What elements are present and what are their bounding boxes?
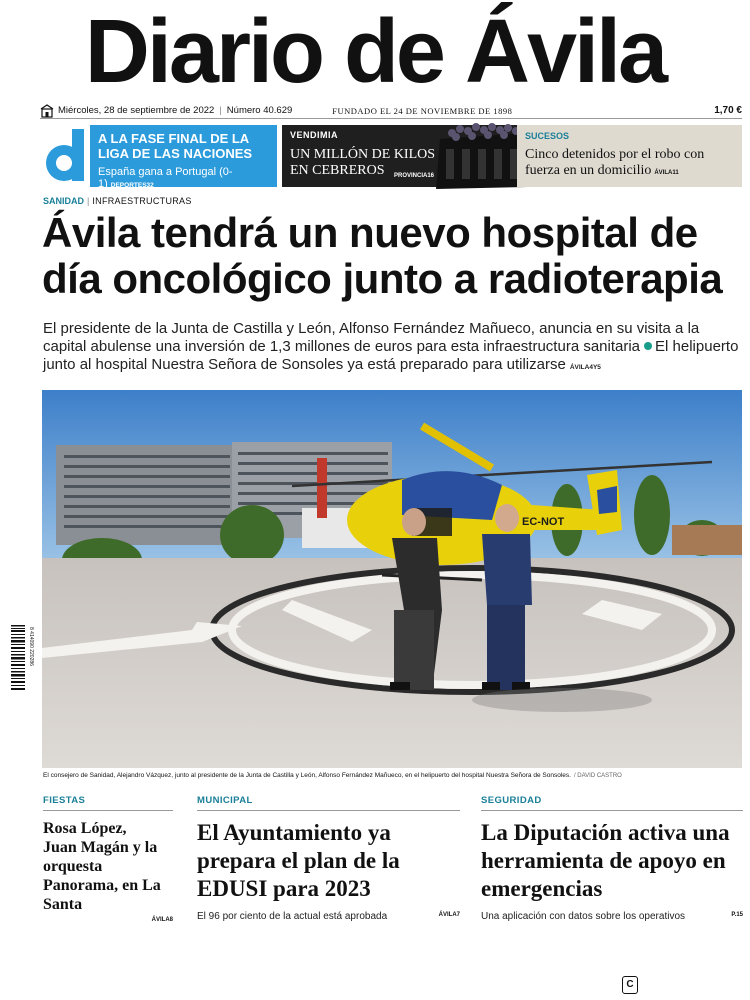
footer-badge: C bbox=[622, 976, 638, 994]
founded-date: FUNDADO EL 24 DE NOVIEMBRE DE 1898 bbox=[332, 105, 513, 116]
bullet-dot-icon bbox=[644, 342, 652, 350]
story-municipal-sub: El 96 por ciento de la actual está aprobada bbox=[197, 911, 388, 922]
story-municipal[interactable] bbox=[197, 795, 460, 922]
main-deck-part2: El helipuerto junto al hospital Nuestra Señora de Sonsoles ya está preparado para utilizarse bbox=[43, 338, 739, 373]
helicopter-registration: EC-NOT bbox=[522, 516, 565, 528]
main-deck bbox=[43, 320, 743, 377]
teaser-sucesos-kicker: SUCESOS bbox=[525, 131, 570, 141]
teaser-sport-sub bbox=[98, 166, 277, 190]
caption-text: El consejero de Sanidad, Alejandro Vázquez, junto al presidente de la Junta de Castilla y León, Alfonso Fernández Mañueco, en el helipuerto del hospital Nuestra Señora de Sonsoles. bbox=[43, 772, 571, 779]
barcode-icon bbox=[10, 625, 32, 691]
dateline bbox=[40, 103, 742, 119]
main-headline[interactable]: Ávila tendrá un nuevo hospital de día oncológico junto a radioterapia bbox=[42, 209, 723, 302]
page-tag: ÁVILA11 bbox=[654, 170, 679, 176]
story-municipal-kicker: MUNICIPAL bbox=[197, 795, 460, 811]
story-municipal-headline: El Ayuntamiento ya prepara el plan de la EDUSI para 2023 bbox=[197, 820, 400, 901]
teaser-strip bbox=[42, 125, 742, 190]
page-tag: ÁVILA4Y5 bbox=[569, 364, 601, 371]
main-kicker: SANIDAD | INFRAESTRUCTURAS bbox=[43, 196, 192, 206]
page-tag: DEPORTES32 bbox=[110, 182, 154, 189]
d-logo-icon bbox=[42, 125, 90, 187]
teaser-vendimia[interactable] bbox=[282, 125, 517, 187]
main-photo[interactable] bbox=[42, 390, 742, 768]
masthead bbox=[0, 0, 750, 100]
story-seguridad-headline: La Diputación activa una herramienta de apoyo en emergencias bbox=[481, 820, 730, 901]
teaser-vendimia-headline: UN MILLÓN DE KILOS EN CEBREROS bbox=[290, 147, 436, 178]
story-fiestas-headline: Rosa López, Juan Magán y la orquesta Panorama, en La Santa bbox=[43, 820, 161, 913]
newspaper-title[interactable]: Diario de Ávila bbox=[84, 2, 666, 102]
story-seguridad-kicker: SEGURIDAD bbox=[481, 795, 743, 811]
page-tag: P.15 bbox=[731, 911, 743, 918]
story-seguridad-sub: Una aplicación con datos sobre los operativos bbox=[481, 911, 686, 922]
story-fiestas-kicker: FIESTAS bbox=[43, 795, 173, 811]
main-subsection: INFRAESTRUCTURAS bbox=[92, 196, 192, 206]
barcode-number: 8 414090 220286 bbox=[28, 627, 34, 666]
helipad-photo bbox=[42, 390, 742, 768]
teaser-sport-subtext: España gana a Portugal (0-1) bbox=[98, 166, 233, 190]
barcode bbox=[10, 625, 32, 691]
issue-date: Miércoles, 28 de septiembre de 2022 bbox=[58, 105, 215, 116]
teaser-vendimia-kicker: VENDIMIA bbox=[290, 130, 339, 140]
teaser-sport-headline: A LA FASE FINAL DE LA LIGA DE LAS NACIONES bbox=[98, 131, 253, 161]
price: 1,70 € bbox=[714, 105, 742, 116]
issue-number: Número 40.629 bbox=[226, 105, 293, 116]
photo-credit: / DAVID CASTRO bbox=[573, 773, 622, 779]
building-icon bbox=[40, 104, 54, 118]
photo-caption bbox=[43, 772, 743, 779]
main-section: SANIDAD bbox=[43, 196, 85, 206]
teaser-sucesos-headline bbox=[525, 147, 735, 181]
separator: | bbox=[219, 105, 222, 116]
teaser-sport[interactable] bbox=[42, 125, 277, 190]
page-tag: PROVINCIA16 bbox=[394, 173, 435, 179]
page-tag: ÁVILA7 bbox=[438, 911, 460, 918]
teaser-sucesos[interactable] bbox=[517, 125, 742, 187]
main-deck-part1: El presidente de la Junta de Castilla y León, Alfonso Fernández Mañueco, anuncia en su visita a la capital abulense una inversión de 1,3 millones de euros para esta infraestructura sanitaria bbox=[43, 320, 700, 355]
page-tag: ÁVILA8 bbox=[151, 917, 173, 923]
teaser-sucesos-text: Cinco detenidos por el robo con fuerza en un domicilio bbox=[525, 147, 705, 178]
story-seguridad[interactable] bbox=[481, 795, 743, 922]
story-fiestas[interactable] bbox=[43, 795, 173, 926]
